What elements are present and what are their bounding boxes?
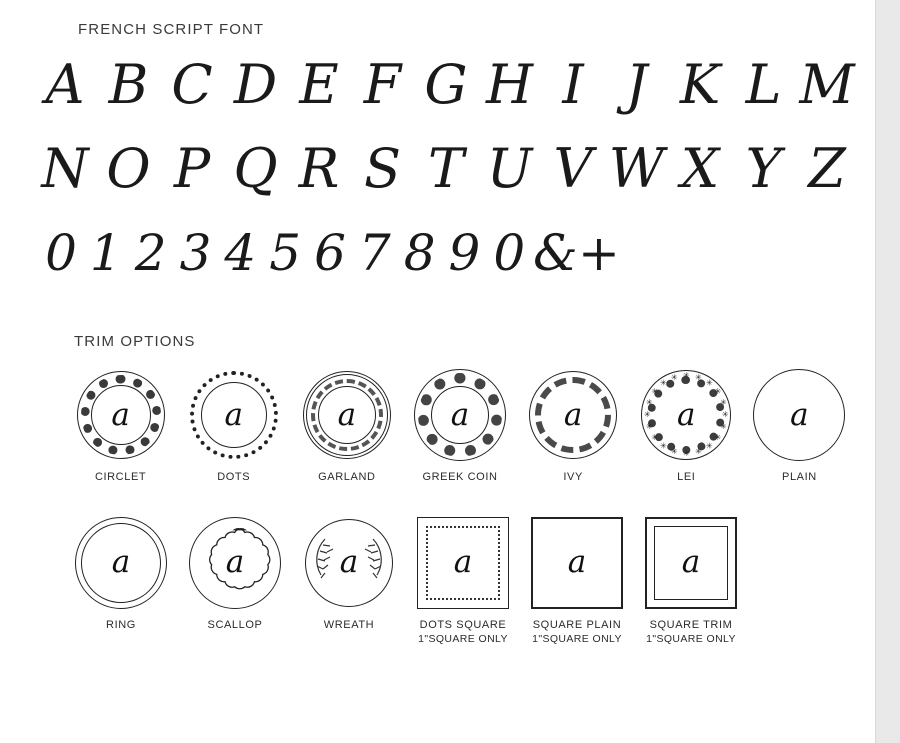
trim-option-label: DOTS xyxy=(217,471,251,483)
glyph: N xyxy=(41,137,89,200)
alphabet-row-upper-2 xyxy=(36,137,856,200)
glyph: 9 xyxy=(448,224,481,282)
trim-option-scallop[interactable] xyxy=(178,513,292,633)
trim-row-2 xyxy=(64,513,856,646)
monogram-letter: a xyxy=(224,396,243,433)
trim-option-greek-coin[interactable] xyxy=(403,365,516,485)
monogram-letter: a xyxy=(567,544,587,581)
font-section-title: FRENCH SCRIPT FONT xyxy=(78,21,265,38)
glyph: 1 xyxy=(89,224,122,282)
trim-option-wreath[interactable] xyxy=(292,513,406,633)
trim-option-ivy[interactable] xyxy=(517,365,630,485)
ring-monogram-icon xyxy=(71,513,171,613)
trim-option-plain[interactable] xyxy=(743,365,856,485)
trim-option-label: IVY xyxy=(563,471,583,483)
trim-option-note: 1"SQUARE ONLY xyxy=(532,632,622,645)
monogram-letter: a xyxy=(453,544,473,581)
dots-square-monogram-icon xyxy=(413,513,513,613)
square-trim-monogram-icon xyxy=(641,513,741,613)
glyph: R xyxy=(298,137,340,200)
digits-row xyxy=(40,224,620,282)
square-plain-monogram-icon xyxy=(527,513,627,613)
glyph: U xyxy=(486,137,533,200)
glyph: X xyxy=(680,137,720,200)
glyph: S xyxy=(364,137,401,200)
glyph: C xyxy=(171,53,213,116)
glyph: J xyxy=(625,53,648,116)
trim-option-garland[interactable] xyxy=(290,365,403,485)
glyph: D xyxy=(233,53,278,116)
trim-option-note: 1"SQUARE ONLY xyxy=(646,632,736,645)
glyph: + xyxy=(577,224,620,282)
alphabet-row-upper-1 xyxy=(36,53,856,116)
glyph: 4 xyxy=(224,224,257,282)
glyph: Z xyxy=(808,137,846,200)
monogram-letter: a xyxy=(450,396,470,433)
glyph: W xyxy=(608,137,665,200)
glyph: B xyxy=(108,53,149,116)
monogram-letter: a xyxy=(563,396,583,433)
monogram-letter: a xyxy=(111,544,131,581)
dots-monogram-icon xyxy=(184,365,284,465)
glyph: F xyxy=(363,53,402,116)
trim-option-square-trim[interactable] xyxy=(634,513,748,646)
monogram-letter: a xyxy=(337,396,357,433)
trim-option-ring[interactable] xyxy=(64,513,178,633)
glyph: 8 xyxy=(403,224,436,282)
trim-option-label: PLAIN xyxy=(782,471,817,483)
trim-option-label: SQUARE PLAIN xyxy=(532,618,622,631)
scallop-monogram-icon xyxy=(185,513,285,613)
trim-option-label: GARLAND xyxy=(318,471,376,483)
greek-coin-monogram-icon xyxy=(410,365,510,465)
trim-option-dots-square[interactable] xyxy=(406,513,520,646)
glyph: 6 xyxy=(314,224,346,282)
trim-options-grid xyxy=(64,365,856,646)
trim-option-lei[interactable] xyxy=(630,365,743,485)
trim-option-label: CIRCLET xyxy=(94,471,147,483)
lei-star-band: ✳ ✳ ✳ ✳ ✳ ✳ ✳ ✳ ✳ ✳ ✳ ✳ ✳ ✳ ✳ ✳ ✳ ✳ ✳ ✳ xyxy=(643,371,729,458)
glyph: K xyxy=(679,53,721,116)
glyph: & xyxy=(533,224,578,282)
glyph: Y xyxy=(745,137,782,200)
monogram-letter: a xyxy=(681,544,701,581)
trim-option-label: DOTS SQUARE xyxy=(419,618,507,631)
monogram-letter: a xyxy=(790,396,809,433)
glyph: I xyxy=(562,53,584,116)
page-edge-shadow xyxy=(875,0,900,743)
glyph: P xyxy=(173,137,211,200)
glyph: 0 xyxy=(45,224,77,282)
trim-option-square-plain[interactable] xyxy=(520,513,634,646)
trim-option-label: LEI xyxy=(677,471,696,483)
trim-option-label: SQUARE TRIM xyxy=(649,618,733,631)
glyph: 2 xyxy=(134,224,167,282)
glyph: M xyxy=(799,53,855,116)
glyph: G xyxy=(424,53,468,116)
glyph: O xyxy=(106,137,151,200)
garland-monogram-icon xyxy=(297,365,397,465)
ivy-monogram-icon xyxy=(523,365,623,465)
glyph: 3 xyxy=(179,224,212,282)
glyph: Q xyxy=(233,137,278,200)
wreath-monogram-icon xyxy=(299,513,399,613)
glyph: H xyxy=(485,53,534,116)
trim-option-dots[interactable] xyxy=(177,365,290,485)
glyph: E xyxy=(299,53,339,116)
glyph: A xyxy=(45,53,85,116)
trim-section-title: TRIM OPTIONS xyxy=(74,333,196,350)
glyph: L xyxy=(745,53,782,116)
glyph: 0 xyxy=(493,224,526,282)
trim-option-label: WREATH xyxy=(323,618,375,631)
glyph: V xyxy=(553,137,593,200)
monogram-letter: a xyxy=(339,544,359,581)
trim-option-circlet[interactable] xyxy=(64,365,177,485)
trim-option-label: SCALLOP xyxy=(207,618,263,631)
trim-option-label: RING xyxy=(106,618,136,631)
trim-row-1 xyxy=(64,365,856,485)
glyph: T xyxy=(427,137,465,200)
monogram-letter: a xyxy=(225,544,245,581)
glyph: 7 xyxy=(358,224,391,282)
monogram-letter: a xyxy=(111,396,130,433)
trim-option-note: 1"SQUARE ONLY xyxy=(418,632,508,645)
monogram-letter: a xyxy=(677,396,696,433)
glyph: 5 xyxy=(269,224,302,282)
circlet-monogram-icon xyxy=(71,365,171,465)
trim-option-label: GREEK COIN xyxy=(422,471,498,483)
plain-monogram-icon xyxy=(749,365,849,465)
lei-monogram-icon xyxy=(636,365,736,465)
